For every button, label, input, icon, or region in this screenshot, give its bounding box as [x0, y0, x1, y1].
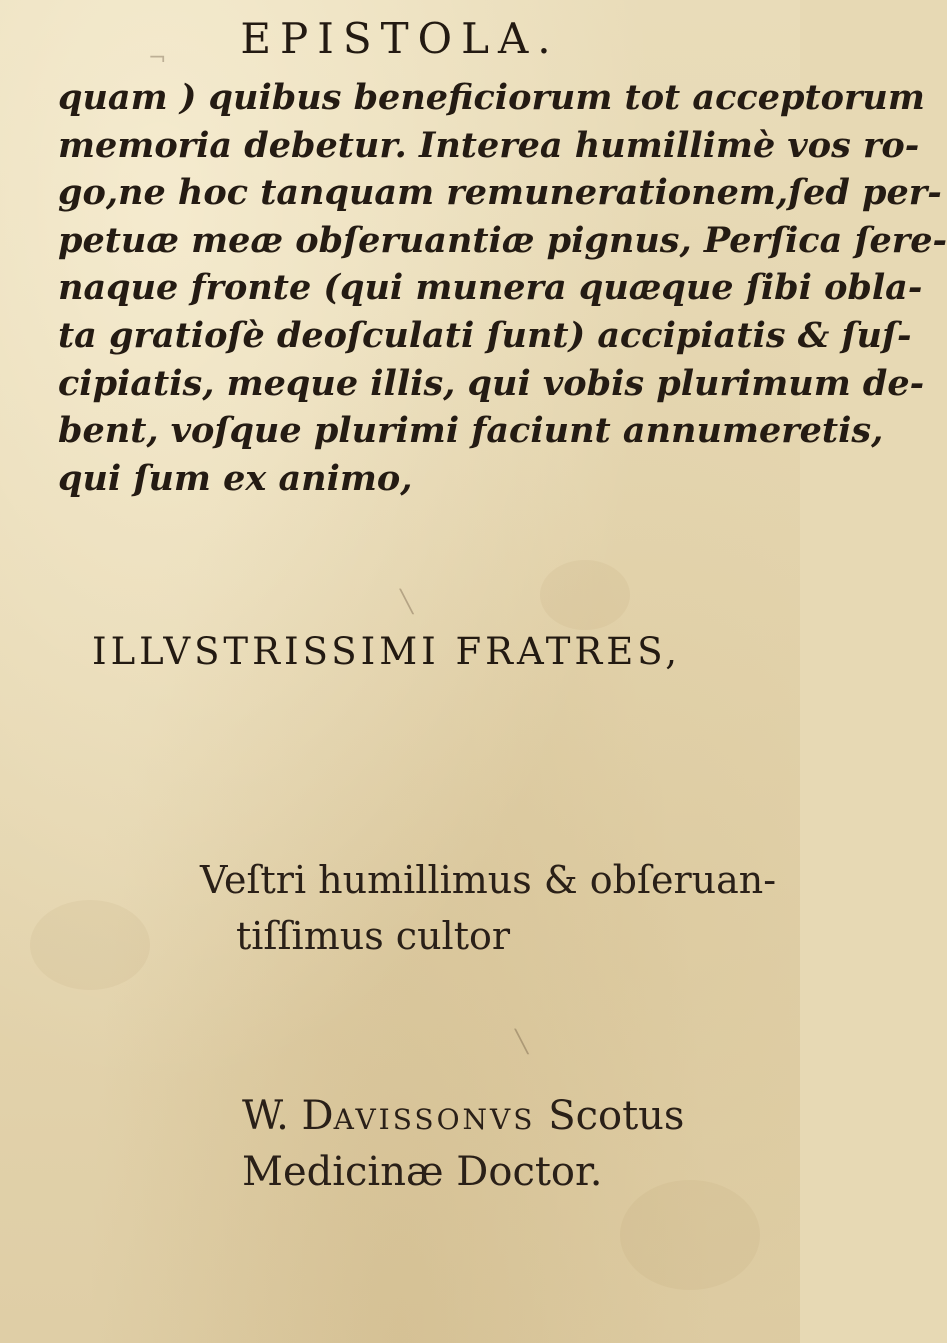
paper-blemish: ╲: [400, 590, 414, 615]
paper-blemish: ¬: [148, 46, 167, 71]
body-line: ta gratioſè deoſculati ſunt) accipiatis & ſuſ-: [58, 314, 912, 356]
signoff: [200, 852, 776, 964]
signature-title: Medicinæ Doctor.: [242, 1149, 603, 1195]
paper-blemish: ╲: [515, 1030, 529, 1055]
signoff-line: tiſſimus cultor: [236, 914, 511, 958]
signature-surname: AVISSONVS: [333, 1103, 536, 1136]
body-line: cipiatis, meque illis, qui vobis plurimum de-: [58, 362, 925, 404]
signature: [242, 1090, 684, 1198]
body-line: quam ) quibus beneficiorum tot acceptorum: [58, 77, 925, 118]
signoff-line: Veſtri humillimus & obſeruan-: [200, 858, 777, 902]
signature-epithet: Scotus: [548, 1093, 685, 1139]
body-line: bent, voſque plurimi faciunt annumeretis,: [58, 410, 884, 452]
body-line: naque fronte (qui munera quæque ſibi obla-: [58, 267, 923, 309]
body-line: memoria debetur. Interea humillimè vos ro-: [58, 124, 920, 166]
address-line: ILLVSTRISSIMI FRATRES,: [92, 630, 682, 673]
body-line: qui ſum ex animo,: [58, 457, 413, 499]
paper-stain: [30, 900, 150, 990]
signature-name: [242, 1090, 684, 1146]
paper-stain: [540, 560, 630, 630]
letter-body: [58, 74, 947, 502]
body-line: go,ne hoc tanquam remunerationem,ſed per-: [58, 172, 942, 214]
running-head: EPISTOLA.: [240, 14, 560, 63]
signature-initial: W. D: [242, 1093, 334, 1139]
body-line: petuæ meæ obſeruantiæ pignus, Perſica ſere-: [58, 219, 947, 261]
